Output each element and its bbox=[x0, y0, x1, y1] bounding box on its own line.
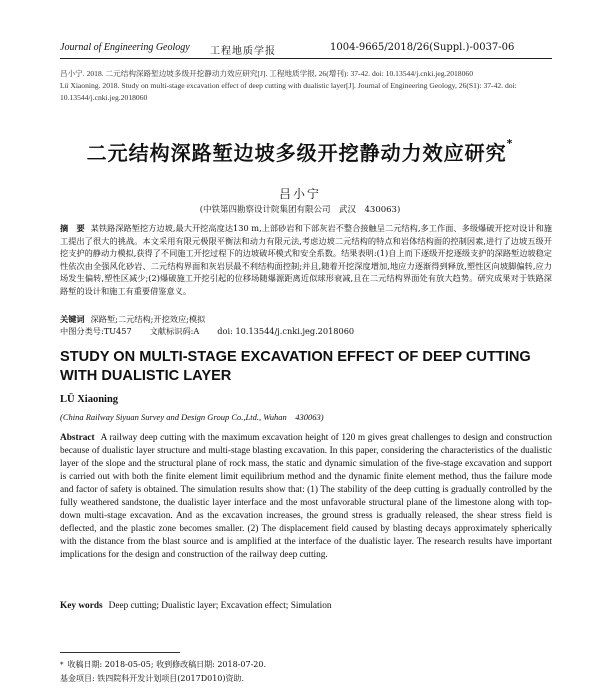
document-code: 文献标识码:A bbox=[149, 326, 200, 336]
title-cn bbox=[0, 137, 600, 166]
author-cn: 吕小宁 bbox=[278, 187, 321, 201]
keywords-en-label: Key words bbox=[60, 601, 103, 611]
abstract-cn-label: 摘 要 bbox=[60, 223, 85, 233]
keywords-en bbox=[60, 601, 332, 611]
abstract-cn-text: 某铁路深路堑挖方边坡,最大开挖高度达130 m,上部砂岩和下部灰岩不整合接触呈二元结构,多工作面、多级爆破开挖对设计和施工提出了很大的挑战。本文采用有限元极限平衡法和动力有限元法,考虑边坡二元结构的特点和岩体结构面的控制因素,进行了边坡五级开挖支护的静动力模拟,获得了不同施工开挖过程下的边坡破坏模式和安全系数。结果表明:(1)自上而下逐级开挖逐级支护的深路堑边坡稳定性依次由全强风化砂岩、二元结构界面和灰岩层最不利结构面控制;并且,随着开挖深度增加,地应力逐渐得到释放,塑性区向坡脚偏转,应力场发生偏转,塑性区减少;(2)爆破施工开挖引起的位移场随爆源距离近似球形衰减,且在二元结构界面处有放大趋势。研究成果对于铁路深路堑的设计和施工有重要借鉴意义。 bbox=[60, 223, 552, 296]
footnote-received bbox=[60, 659, 266, 670]
keywords-cn bbox=[60, 314, 205, 325]
footnote-fund: 基金项目: 铁四院科开发计划项目(2017D010)资助. bbox=[60, 674, 245, 683]
issn-label: 1004-9665/2018/26(Suppl.)-0037-06 bbox=[330, 42, 515, 53]
abstract-en-text: A railway deep cutting with the maximum excavation height of 120 m gives great challenges to design and construction because of dualistic layer structure and multi-stage blasting excavation. In this paper, considering the characteristics of the dualistic layer of the slope and the structural plane of rock mass, the static and dynamic simulation of the five-stage excavation and support is carried out with both the finite element limit equilibrium method and the dynamic finite element method, thus the failure mode and factor of safety is obtained. The simulation results show that: (1) The stability of the deep cutting is gradually controlled by the fully weathered sandstone, the dualistic layer interface and the most unfavorable structural plane of the limestone along with top-down multi-stage excavation. And as the excavation increases, the ground stress is gradually released, the shear stress field is deflected, and the plastic zone becomes smaller. (2) The displacement field caused by blasting decays approximately spherically with the distance from the blast source and is amplified at the interface of the dualistic layer. The research results have important implications for the design and construction of the railway deep cutting. bbox=[60, 433, 552, 560]
author-en: LÜ Xiaoning bbox=[60, 394, 119, 405]
citation-cn: 吕小宁. 2018. 二元结构深路堑边坡多级开挖静动力效应研究[J]. 工程地质学报, 26(增刊): 37-42. doi: 10.13544/j.cnki.jeg.2018060 bbox=[60, 69, 473, 78]
title-en: STUDY ON MULTI-STAGE EXCAVATION EFFECT OF DEEP CUTTING WITH DUALISTIC LAYER bbox=[60, 349, 531, 384]
abstract-cn bbox=[60, 222, 552, 298]
keywords-cn-label: 关键词 bbox=[60, 314, 85, 324]
journal-name-en: Journal of Engineering Geology bbox=[60, 42, 190, 53]
running-header bbox=[60, 40, 552, 56]
affiliation-cn: (中铁第四勘察设计院集团有限公司 武汉 430063) bbox=[199, 205, 401, 215]
journal-name-cn: 工程地质学报 bbox=[210, 46, 276, 57]
keywords-cn-text: 深路堑;二元结构;开挖效应;模拟 bbox=[90, 314, 206, 324]
clc-number: 中图分类号:TU457 bbox=[60, 326, 132, 336]
header-rule bbox=[60, 58, 552, 59]
affiliation-en: (China Railway Siyuan Survey and Design Group Co.,Ltd., Wuhan 430063) bbox=[60, 412, 324, 422]
citation-en: Lü Xiaoning. 2018. Study on multi-stage excavation effect of deep cutting with dualistic layer[J]. Journal of Engineering Geology, 26(S1): 37-42. doi: bbox=[60, 81, 517, 90]
title-footnote-mark: * bbox=[506, 137, 514, 150]
abstract-en-label: Abstract bbox=[60, 433, 95, 443]
footnote-rule bbox=[60, 652, 180, 653]
footnote-mark: * bbox=[60, 661, 64, 669]
title-cn-text: 二元结构深路堑边坡多级开挖静动力效应研究 bbox=[86, 141, 507, 165]
footnote-received-text: 收稿日期: 2018-05-05; 收到修改稿日期: 2018-07-20. bbox=[67, 660, 267, 669]
keywords-en-text: Deep cutting; Dualistic layer; Excavation effect; Simulation bbox=[108, 601, 332, 611]
classification-cn bbox=[60, 326, 354, 337]
doi-cn: doi: 10.13544/j.cnki.jeg.2018060 bbox=[217, 326, 355, 336]
abstract-en bbox=[60, 432, 552, 562]
citation-doi: 10.13544/j.cnki.jeg.2018060 bbox=[60, 93, 148, 102]
